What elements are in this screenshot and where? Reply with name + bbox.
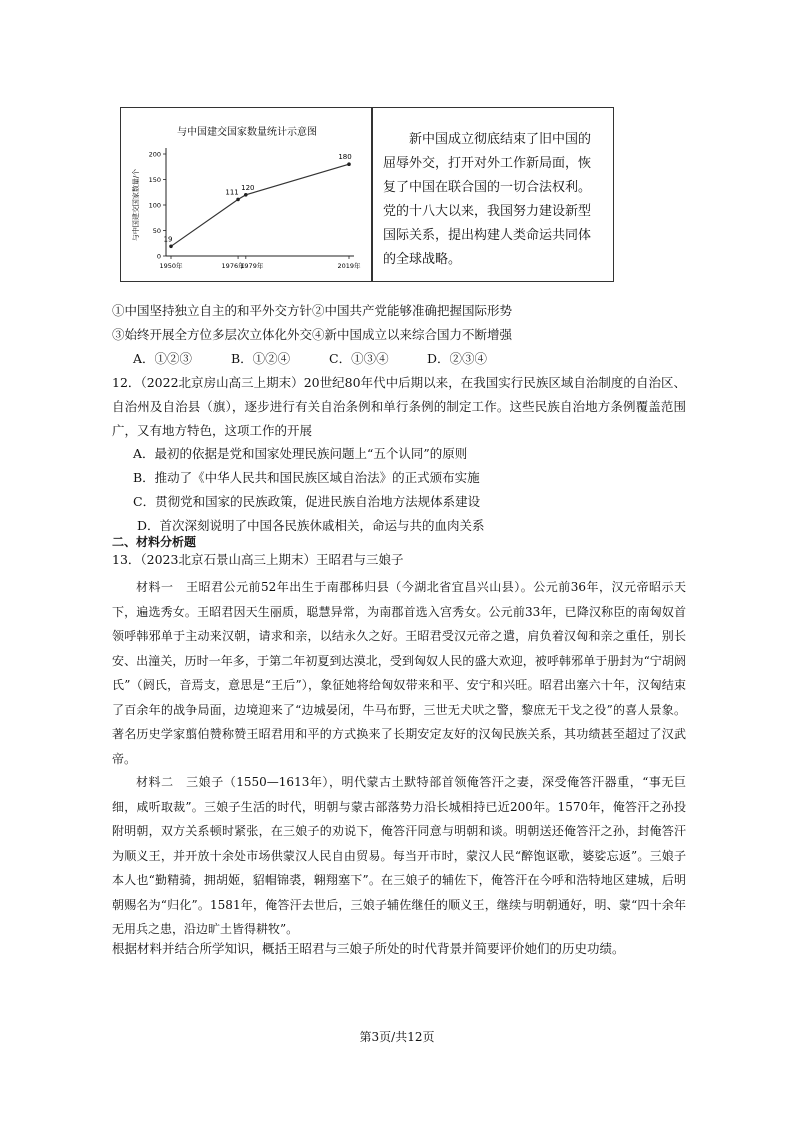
- y-tick-label: 0: [156, 252, 161, 261]
- page-footer: 第3页/共12页: [359, 1030, 435, 1044]
- data-label: 120: [241, 183, 255, 192]
- chart-title: 与中国建交国家数量统计示意图: [177, 127, 317, 138]
- data-point: [236, 198, 240, 202]
- q11-option-a[interactable]: A．①②③: [133, 351, 193, 366]
- q12-option-d[interactable]: D．首次深刻说明了中国各民族休戚相关，命运与共的血肉关系: [137, 518, 485, 533]
- y-tick-label: 50: [152, 227, 161, 235]
- data-label: 111: [225, 188, 239, 197]
- q11-statements-1: ①中国坚持独立自主的和平外交方针②中国共产党能够准确把握国际形势: [112, 303, 513, 318]
- x-tick-label: 2019年: [337, 262, 361, 270]
- q11-options: [133, 349, 525, 367]
- question-figure: [120, 107, 614, 282]
- data-label: 180: [338, 153, 352, 162]
- x-tick-label: 1950年: [159, 262, 183, 270]
- figure-text-panel: 新中国成立彻底结束了旧中国的屈辱外交，打开对外工作新局面，恢复了中国在联合国的一切合法权利。党的十八大以来，我国努力建设新型国际关系，提出构建人类命运共同体的全球战略。: [372, 108, 613, 281]
- q11-statements-2: ③始终开展全方位多层次立体化外交④新中国成立以来综合国力不断增强: [112, 327, 513, 342]
- y-tick-label: 150: [148, 176, 161, 184]
- q13-material-2: 材料二 三娘子（1550—1613年），明代蒙古土默特部首领俺答汗之妻，深受俺答汗器重，“事无巨细，咸听取裁”。三娘子生活的时代，明朝与蒙古部落势力沿长城相持已近200年。1570年，俺答汗之孙投附明朝，双方关系顿时紧张，在三娘子的劝说下，俺答汗同意与明朝和谈。明朝送还俺答汗之孙，封俺答汗为顺义王，并开放十余处市场供蒙汉人民自由贸易。每当开市时，蒙汉人民“醉饱讴歌，婆娑忘返”。三娘子本人也“勤精骑，拥胡姬，貂帽锦裘，翱翔塞下”。在三娘子的辅佐下，俺答汗在今呼和浩特地区建城，后明朝赐名为“归化”。1581年，俺答汗去世后，三娘子辅佐继任的顺义王，继续与明朝通好，明、蒙“四十余年无用兵之患，沿边旷土皆得耕牧”。: [112, 775, 686, 936]
- chart-ylabel: 与中国建交国家数量/个: [132, 168, 140, 242]
- x-tick-label: 1979年: [240, 262, 264, 270]
- q12-stem: 12．（2022北京房山高三上期末）20世纪80年代中后期以来，在我国实行民族区域自治制度的自治区、自治州及自治县（旗），逐步进行有关自治条例和单行条例的制定工作。这些民族自治地方条例覆盖范围广，又有地方特色，这项工作的开展: [112, 375, 686, 438]
- q13-material-1: 材料一 王昭君公元前52年出生于南郡秭归县（今湖北省宜昌兴山县）。公元前36年，汉元帝昭示天下，遍选秀女。王昭君因天生丽质，聪慧异常，为南郡首选入宫秀女。公元前33年，已降汉称臣的南匈奴首领呼韩邪单于主动来汉朝，请求和亲，以结永久之好。王昭君受汉元帝之遣，肩负着汉匈和亲之重任，别长安、出潼关，历时一年多，于第二年初夏到达漠北，受到匈奴人民的盛大欢迎，被呼韩邪单于册封为“宁胡阏氏”（阏氏，音焉支，意思是“王后”），象征她将给匈奴带来和平、安宁和兴旺。昭君出塞六十年，汉匈结束了百余年的战争局面，边境迎来了“边城晏闭，牛马布野，三世无犬吠之警，黎庶无干戈之役”的喜人景象。著名历史学家翦伯赞称赞王昭君用和平的方式换来了长期安定友好的汉匈民族关系，其功绩甚至超过了汉武帝。: [112, 580, 686, 766]
- section-title: 二、材料分析题: [112, 535, 197, 549]
- q13-question: 根据材料并结合所学知识，概括王昭君与三娘子所处的时代背景并简要评价她们的历史功绩。: [112, 941, 625, 956]
- q12-option-b[interactable]: B．推动了《中华人民共和国民族区域自治法》的正式颁布实施: [133, 470, 480, 485]
- y-tick-label: 100: [148, 201, 161, 210]
- line-chart: [121, 108, 371, 281]
- data-point: [244, 193, 248, 197]
- x-tick-label: 1976年: [221, 262, 245, 270]
- q11-option-b[interactable]: B．①②④: [231, 351, 291, 366]
- series-line: [171, 164, 349, 246]
- data-point: [169, 245, 173, 249]
- chart-panel: [121, 108, 372, 281]
- q12-option-a[interactable]: A．最初的依据是党和国家处理民族问题上“五个认同”的原则: [133, 446, 468, 461]
- data-label: 19: [163, 235, 173, 244]
- data-point: [347, 162, 351, 166]
- q12-option-c[interactable]: C．贯彻党和国家的民族政策，促进民族自治地方法规体系建设: [133, 494, 481, 509]
- q11-option-d[interactable]: D．②③④: [427, 351, 488, 366]
- q11-option-c[interactable]: C．①③④: [329, 351, 389, 366]
- y-tick-label: 200: [148, 150, 161, 159]
- q13-title: 13．（2023北京石景山高三上期末）王昭君与三娘子: [112, 552, 404, 567]
